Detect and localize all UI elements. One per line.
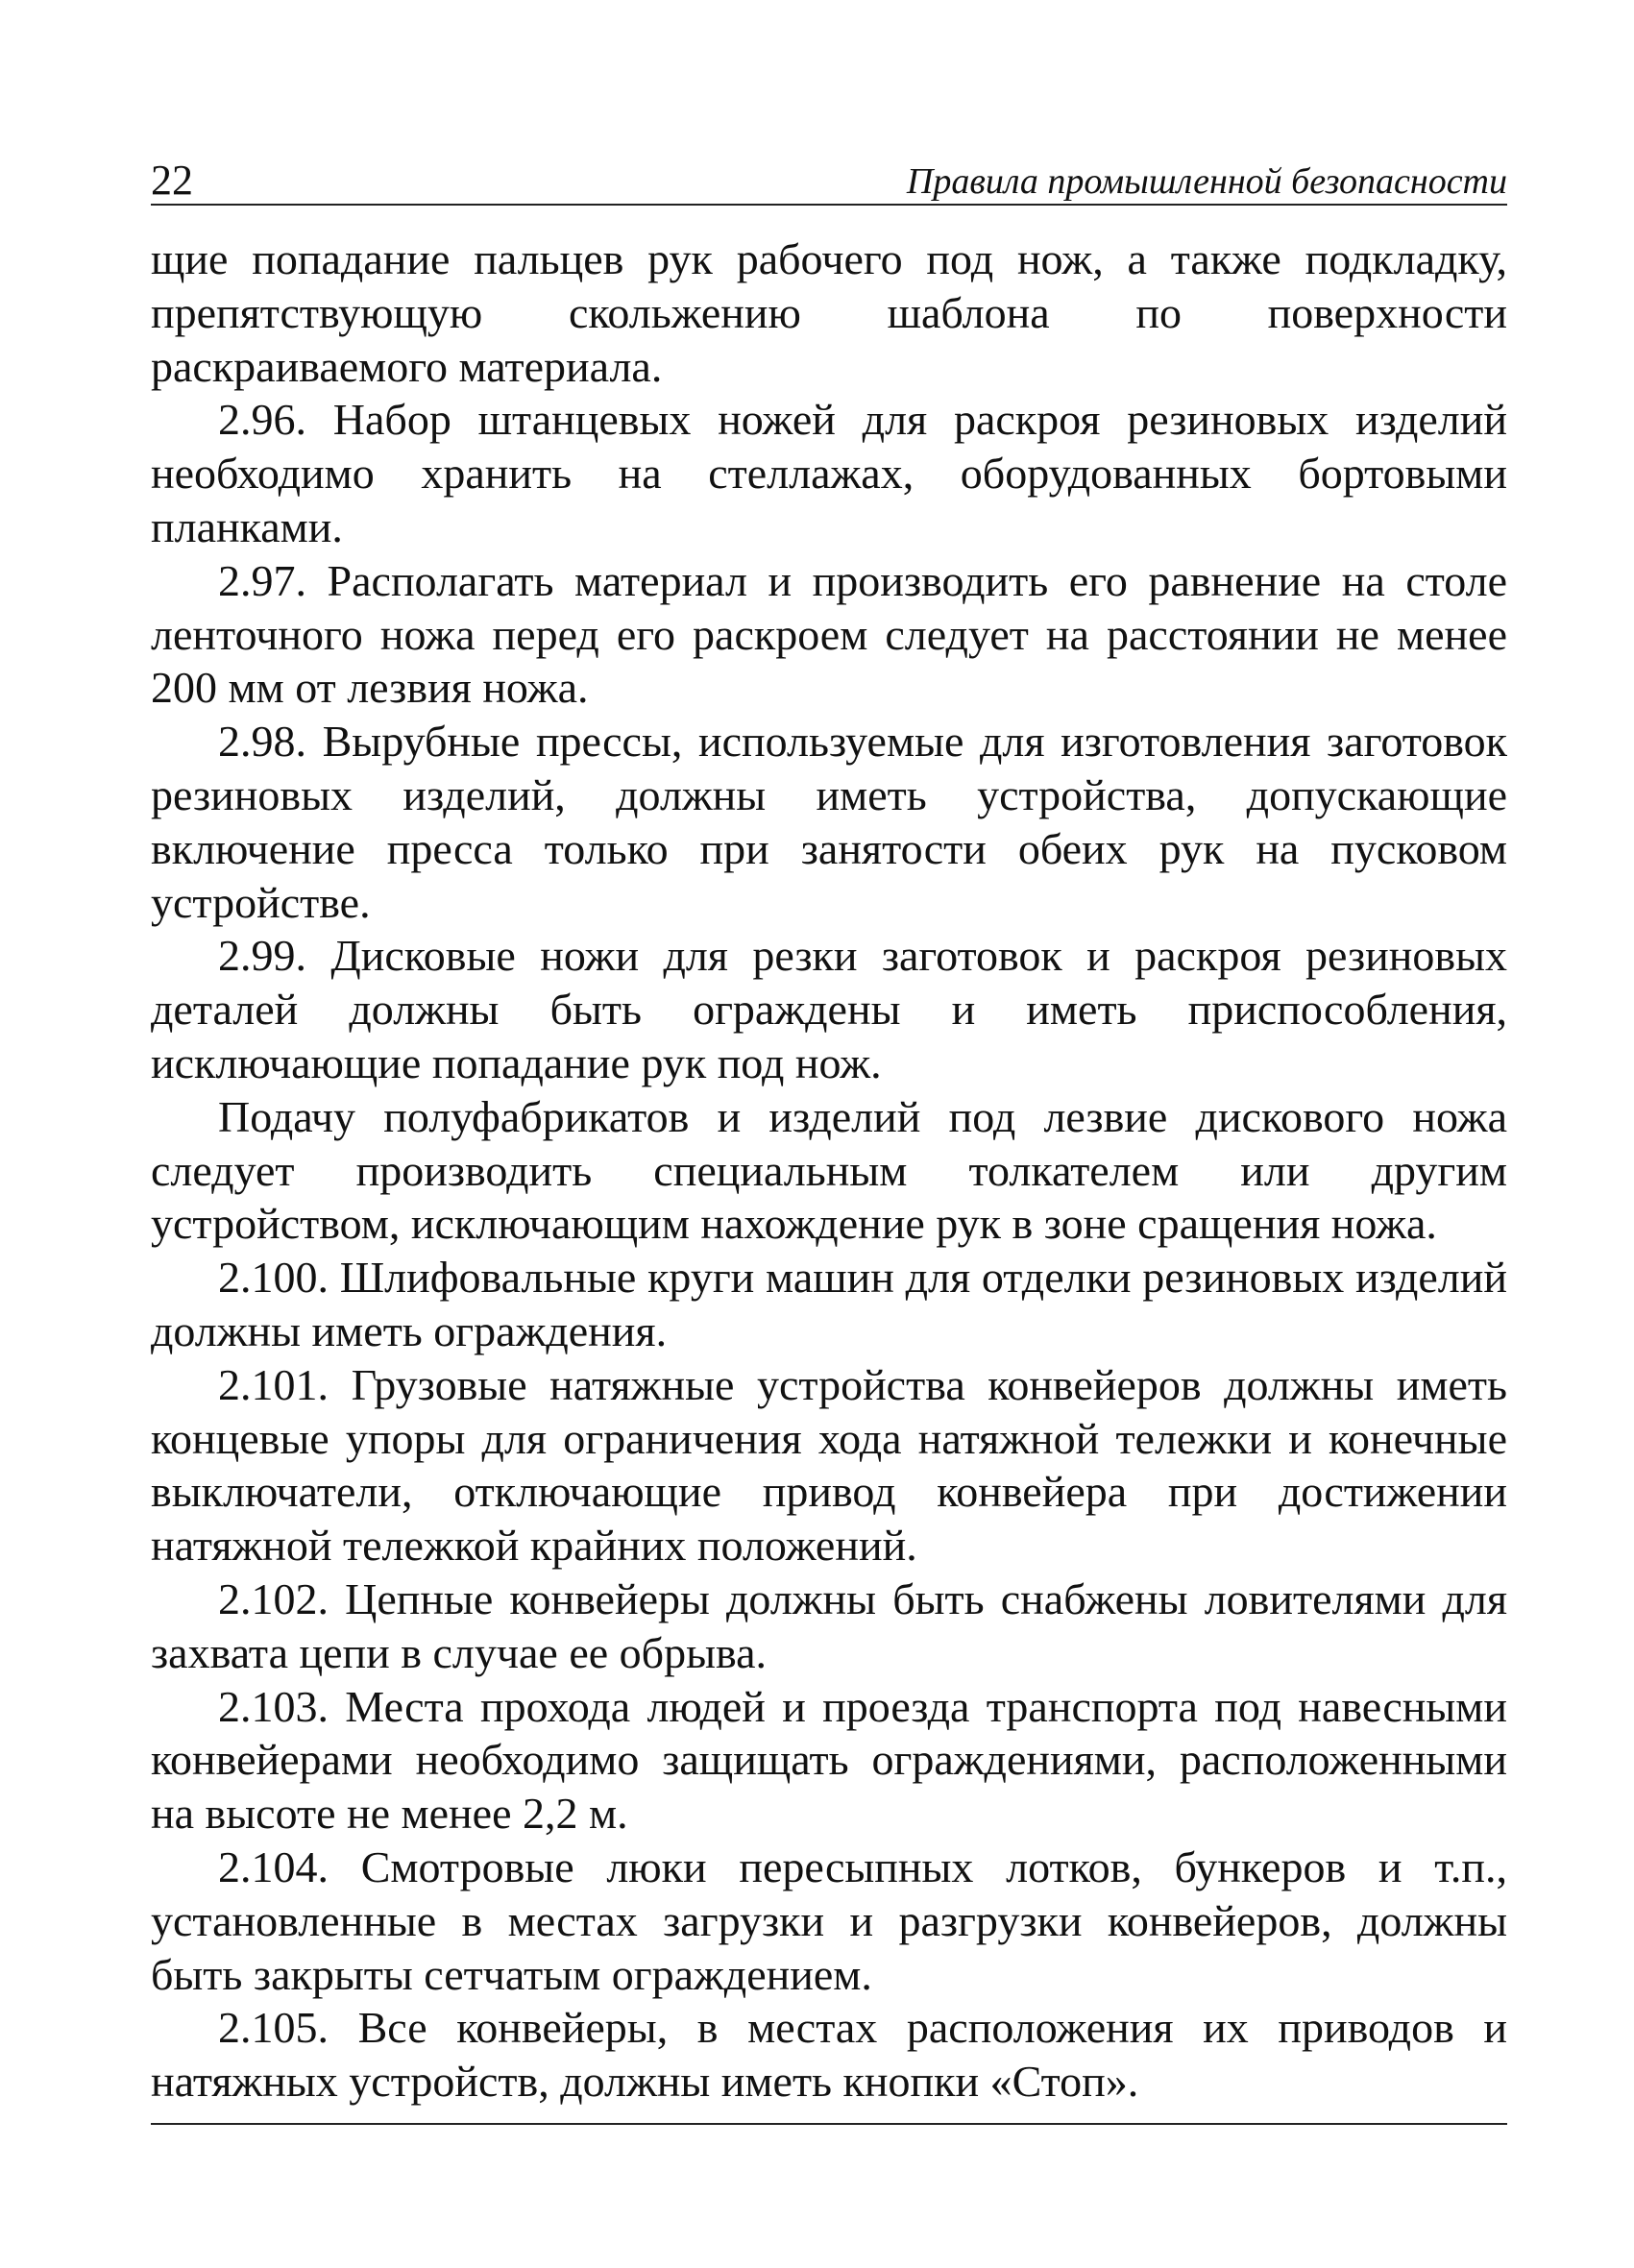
paragraph-2-100: 2.100. Шлифовальные круги машин для отделки резиновых изделий должны иметь ограждения. xyxy=(151,1253,1507,1355)
page-header xyxy=(151,154,1507,206)
page-number: 22 xyxy=(151,157,193,204)
document-page xyxy=(151,154,1507,2113)
paragraph-continuation: щие попадание пальцев рук рабочего под нож, а также подкладку, препятствующую скольжению шаблона по поверхности раскраиваемого материала. xyxy=(151,234,1507,391)
paragraph-2-101: 2.101. Грузовые натяжные устройства конвейеров должны иметь концевые упоры для ограничения хода натяжной тележки и конечные выключатели, отключающие привод конвейера при достижении натяжной тележкой крайних положений. xyxy=(151,1359,1507,1571)
paragraph-2-99-feed: Подачу полуфабрикатов и изделий под лезвие дискового ножа следует производить специальным толкателем или другим устройством, исключающим нахождение рук в зоне сращения ножа. xyxy=(151,1091,1507,1249)
paragraph-2-98: 2.98. Вырубные прессы, используемые для изготовления заготовок резиновых изделий, должны иметь устройства, допускающие включение пресса только при занятости обеих рук на пусковом устройстве. xyxy=(151,717,1507,927)
paragraph-2-103: 2.103. Места прохода людей и проезда транспорта под навесными конвейерами необходимо защищать ограждениями, расположенными на высоте не менее 2,2 м. xyxy=(151,1681,1507,1839)
paragraph-2-104: 2.104. Смотровые люки пересыпных лотков, бункеров и т.п., установленные в местах загрузки и разгрузки конвейеров, должны быть закрыты сетчатым ограждением. xyxy=(151,1841,1507,1999)
paragraph-2-96: 2.96. Набор штанцевых ножей для раскроя резиновых изделий необходимо хранить на стеллажах, оборудованных бортовыми планками. xyxy=(151,395,1507,551)
paragraph-2-102: 2.102. Цепные конвейеры должны быть снабжены ловителями для захвата цепи в случае ее обрыва. xyxy=(151,1573,1507,1677)
footer-rule xyxy=(151,2123,1507,2125)
paragraph-2-99: 2.99. Дисковые ножи для резки заготовок и раскроя резиновых деталей должны быть ограждены и иметь приспособления, исключающие попадание рук под нож. xyxy=(151,931,1507,1087)
page-body xyxy=(151,232,1507,2109)
paragraph-2-105: 2.105. Все конвейеры, в местах расположения их приводов и натяжных устройств, должны иметь кнопки «Стоп». xyxy=(151,2003,1507,2107)
running-title: Правила промышленной безопасности xyxy=(906,161,1507,202)
paragraph-2-97: 2.97. Располагать материал и производить его равнение на столе ленточного ножа перед его раскроем следует на расстоянии не менее 200 мм от лезвия ножа. xyxy=(151,555,1507,713)
